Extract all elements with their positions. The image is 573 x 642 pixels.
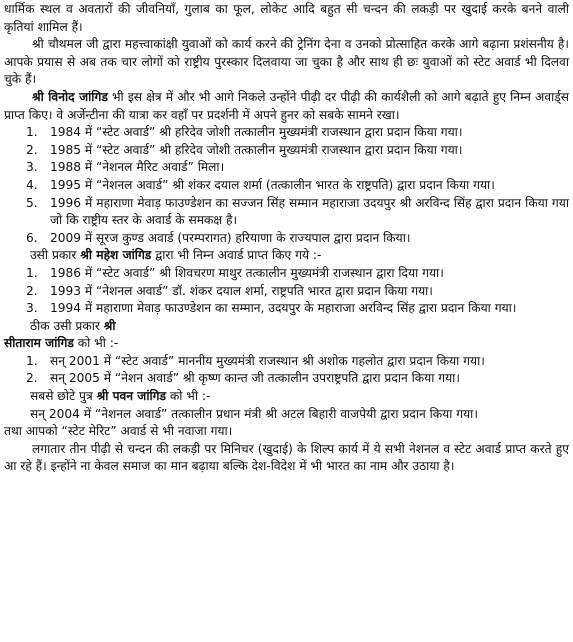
list-item	[4, 159, 569, 177]
paragraph-chauthmal: श्री चौथमल जी द्वारा महत्त्वाकांक्षी युवाओं को कार्य करने की ट्रेनिंग देना व उनको प्रोत्साहित करके आगे बढ़ाना प्रशंसनीय है। आपके प्रयास से अब तक चार लोगों को राष्ट्रीय पुरस्कार दिलवाया जा चुका है और साथ ही छः युवाओं को स्टेट अवार्ड भी दिलवा चुके हैं।	[4, 37, 569, 87]
list-item	[4, 300, 569, 318]
paragraph-pawan-post: को भी :-	[166, 389, 211, 404]
list-item	[4, 265, 569, 283]
paragraph-conclusion: लगातार तीन पीढ़ी से चन्दन की लकड़ी पर मिनिचर (खुदाई) के शिल्प कार्य में ये सभी नेशनल व स्टेट अवार्ड प्राप्त करते हुए आ रहे हैं। इन्होंने ना केवल समाज का मान बढ़ाया बल्कि देश-विदेश में भी भारत का नाम और उठाया है।	[4, 441, 569, 474]
list-item	[4, 142, 569, 160]
list-text: 1996 में महाराणा मेवाड़ फाउण्डेशन का सज्जन सिंह सम्मान महाराजा उदयपुर श्री अरविन्द सिंह द्वारा प्रदान किया गया जो कि राष्ट्रीय स्तर के अवार्ड के समकक्ष है।	[50, 195, 569, 228]
list-number: 1.	[26, 265, 38, 280]
name-pawan: श्री पवन जांगिड	[96, 389, 167, 404]
list-item	[4, 370, 569, 388]
paragraph-intro: धार्मिक स्थल व अवतारों की जीवनियाँ, गुलाब का फूल, लोकेट आदि बहुत सी चन्दन की लकड़ी पर खुदाई करके बनने वाली कृतियां शामिल हैं।	[4, 2, 569, 34]
list-text: 1995 में “नेशनल अवार्ड” श्री शंकर दयाल शर्मा (तत्कालीन भारत के राष्ट्रपति) द्वारा प्रदान किया गया।	[50, 177, 495, 192]
paragraph-vinod	[4, 89, 569, 124]
list-text: 1994 में महाराणा मेवाड़ फाउण्डेशन का सम्मान, उदयपुर के महाराजा अरविन्द सिंह द्वारा प्रदान किया गया।	[50, 301, 517, 316]
paragraph-pawan	[4, 388, 569, 406]
list-number: 3.	[26, 160, 38, 175]
vinod-awards-list	[4, 124, 569, 247]
list-text: 2009 में सूरज कुण्ड अवार्ड (परम्परागत) हरियाणा के राज्यपाल द्वारा प्रदान किया।	[50, 230, 411, 245]
paragraph-mahesh	[4, 247, 569, 265]
paragraph-sitaram-post: को भी :-	[73, 336, 119, 351]
paragraph-sitaram	[4, 335, 569, 353]
list-number: 3.	[26, 301, 38, 316]
list-number: 1.	[26, 353, 38, 368]
paragraph-pawan-award: सन् 2004 में “नेशनल अवार्ड” तत्कालीन प्रधान मंत्री श्री अटल बिहारी वाजपेयी द्वारा प्रदान किया गया।	[30, 406, 478, 421]
list-text: 1988 में “नेशनल मैरिट अवार्ड” मिला।	[50, 160, 225, 175]
list-item	[4, 283, 569, 301]
name-sitaram: सीताराम जांगिड	[4, 336, 74, 351]
name-sitaram-prefix: श्री	[103, 318, 116, 333]
list-text: 1986 में “स्टेट अवार्ड” श्री शिवचरण माथुर तत्कालीन मुख्यमंत्री राजस्थान द्वारा दिया गया।	[50, 265, 444, 280]
list-text: सन् 2001 में “स्टेट अवार्ड” माननीय मुख्यमंत्री राजस्थान श्री अशोक गहलोत द्वारा प्रदान किया गया।	[50, 353, 485, 368]
list-number: 2.	[26, 283, 38, 298]
list-number: 2.	[26, 371, 38, 386]
list-item	[4, 353, 569, 371]
list-number: 4.	[26, 177, 38, 192]
list-text: 1993 में “नेशनल अवार्ड” डॉ. शंकर दयाल शर्मा, राष्ट्रपति भारत द्वारा प्रदान किया गया।	[50, 283, 433, 298]
list-item	[4, 195, 569, 230]
list-item	[4, 230, 569, 248]
paragraph-mahesh-post: द्वारा भी निम्न अवार्ड प्राप्त किए गये :-	[151, 248, 322, 263]
list-item	[4, 177, 569, 195]
list-number: 2.	[26, 142, 38, 157]
sitaram-awards-list	[4, 353, 569, 388]
paragraph-sitaram-intro	[4, 318, 569, 336]
name-mahesh: श्री महेश जांगिड	[80, 248, 152, 263]
mahesh-awards-list	[4, 265, 569, 318]
list-number: 1.	[26, 125, 38, 140]
list-item	[4, 124, 569, 142]
list-number: 5.	[26, 195, 38, 210]
paragraph-mahesh-pre: उसी प्रकार	[30, 248, 81, 263]
paragraph-pawan-pre: सबसे छोटे पुत्र	[30, 389, 97, 404]
name-vinod: श्री विनोद जांगिड	[32, 89, 108, 104]
paragraph-state-merit: तथा आपको “स्टेट मेरिट” अवार्ड से भी नवाजा गया।	[4, 424, 233, 439]
paragraph-sitaram-pre: ठीक उसी प्रकार	[30, 318, 104, 333]
paragraph-vinod-text: भी इस क्षेत्र में और भी आगे निकले उन्होंने पीढ़ी दर पीढ़ी की कार्यशैली को आगे बढ़ाते हुए निम्न अवार्ड्स प्राप्त किए। वे अर्जेन्टीना की यात्रा कर वहाँ पर प्रदर्शनी में अपने हुनर को सबके सामने रखा।	[4, 89, 569, 122]
list-text: 1984 में “स्टेट अवार्ड” श्री हरिदेव जोशी तत्कालीन मुख्यमंत्री राजस्थान द्वारा प्रदान किया गया।	[50, 125, 463, 140]
list-text: सन् 2005 में “नेशन अवार्ड” श्री कृष्ण कान्त जी तत्कालीन उपराष्ट्रपति द्वारा प्रदान किया गया।	[50, 371, 460, 386]
list-text: 1985 में “स्टेट अवार्ड” श्री हरिदेव जोशी तत्कालीन मुख्यमंत्री राजस्थान द्वारा प्रदान किया गया।	[50, 142, 463, 157]
list-number: 6.	[26, 230, 38, 245]
